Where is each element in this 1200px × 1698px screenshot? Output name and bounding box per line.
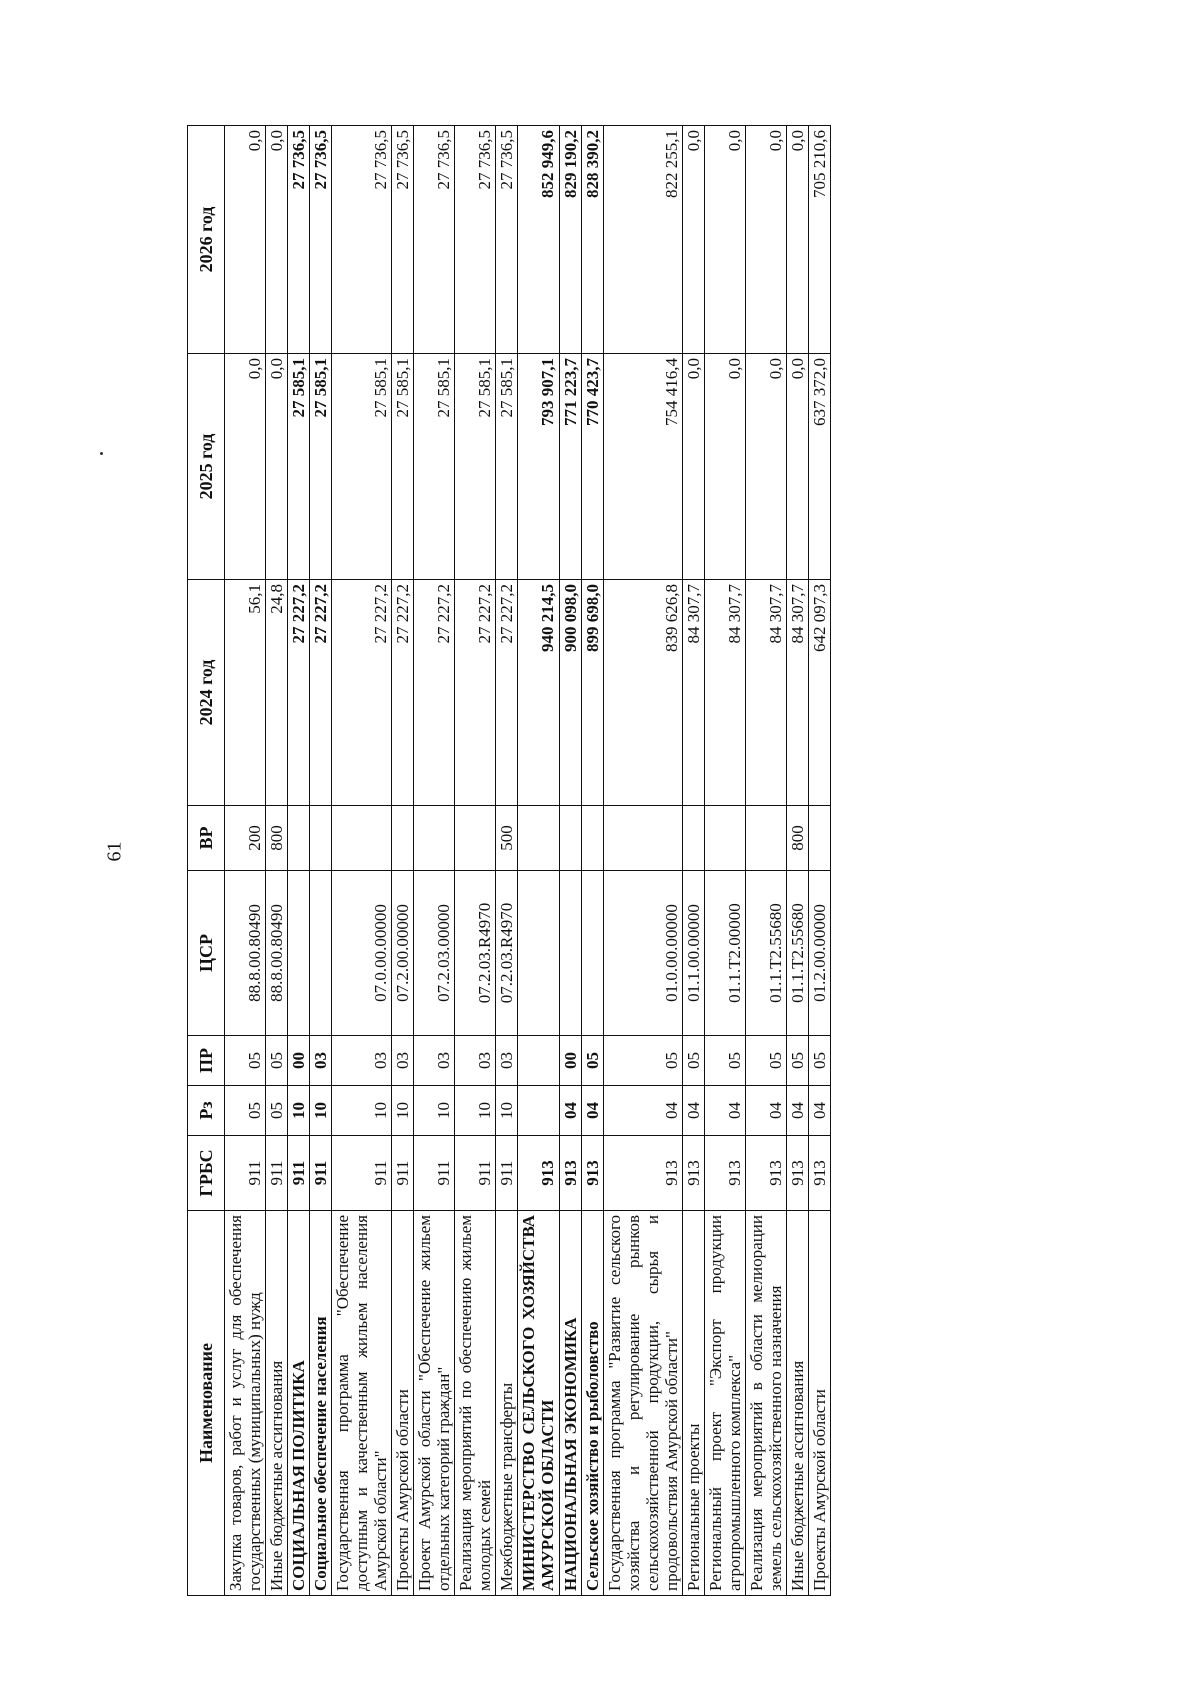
header-2025: 2025 год	[188, 354, 225, 580]
header-grbs: ГРБС	[188, 1136, 225, 1211]
cell-vr	[288, 806, 310, 871]
cell-rz: 05	[225, 1086, 266, 1136]
cell-pr: 05	[603, 1036, 682, 1086]
cell-grbs: 911	[392, 1136, 414, 1211]
cell-name: Проекты Амурской области	[392, 1211, 414, 1596]
cell-2024: 900 098,0	[559, 580, 581, 806]
cell-2025: 771 223,7	[559, 354, 581, 580]
cell-name: Закупка товаров, работ и услуг для обеспечения государственных (муниципальных) нужд	[225, 1211, 266, 1596]
cell-2026: 0,0	[225, 126, 266, 354]
cell-pr: 05	[266, 1036, 288, 1086]
cell-2024: 24,8	[266, 580, 288, 806]
cell-name: Реализация мероприятий в области мелиорации земель сельскохозяйственного назначения	[745, 1211, 786, 1596]
cell-2025: 0,0	[266, 354, 288, 580]
cell-2026: 27 736,5	[455, 126, 496, 354]
cell-2025: 770 423,7	[581, 354, 603, 580]
cell-2026: 27 736,5	[332, 126, 392, 354]
cell-grbs: 913	[581, 1136, 603, 1211]
cell-csr: 07.0.00.00000	[332, 871, 392, 1036]
cell-name: СОЦИАЛЬНАЯ ПОЛИТИКА	[288, 1211, 310, 1596]
cell-2026: 27 736,5	[288, 126, 310, 354]
cell-2026: 0,0	[786, 126, 808, 354]
cell-name: Иные бюджетные ассигнования	[786, 1211, 808, 1596]
cell-2026: 0,0	[682, 126, 704, 354]
table-row	[682, 126, 704, 1596]
cell-2024: 27 227,2	[332, 580, 392, 806]
cell-rz: 04	[603, 1086, 682, 1136]
cell-csr: 88.8.00.80490	[225, 871, 266, 1036]
cell-2025: 0,0	[225, 354, 266, 580]
cell-rz: 04	[745, 1086, 786, 1136]
cell-2024: 27 227,2	[496, 580, 518, 806]
cell-2024: 27 227,2	[288, 580, 310, 806]
cell-rz: 04	[581, 1086, 603, 1136]
cell-rz: 10	[496, 1086, 518, 1136]
cell-rz: 04	[704, 1086, 745, 1136]
cell-vr: 200	[225, 806, 266, 871]
cell-grbs: 913	[559, 1136, 581, 1211]
cell-2024: 27 227,2	[455, 580, 496, 806]
cell-rz: 04	[808, 1086, 830, 1136]
table-row	[559, 126, 581, 1596]
table-row	[288, 126, 310, 1596]
cell-2026: 822 255,1	[603, 126, 682, 354]
table-row	[704, 126, 745, 1596]
cell-rz: 04	[786, 1086, 808, 1136]
table-row	[225, 126, 266, 1596]
cell-grbs: 911	[332, 1136, 392, 1211]
cell-grbs: 911	[414, 1136, 455, 1211]
header-name: Наименование	[188, 1211, 225, 1596]
budget-table-wrapper	[187, 126, 1025, 1596]
cell-vr	[603, 806, 682, 871]
cell-2026: 705 210,6	[808, 126, 830, 354]
cell-2025: 27 585,1	[455, 354, 496, 580]
table-row	[455, 126, 496, 1596]
cell-2024: 27 227,2	[310, 580, 332, 806]
table-row	[332, 126, 392, 1596]
cell-2025: 0,0	[745, 354, 786, 580]
cell-csr: 07.2.03.R4970	[496, 871, 518, 1036]
cell-2026: 27 736,5	[392, 126, 414, 354]
cell-rz: 10	[310, 1086, 332, 1136]
cell-2024: 84 307,7	[745, 580, 786, 806]
cell-2025: 637 372,0	[808, 354, 830, 580]
cell-rz: 10	[414, 1086, 455, 1136]
cell-pr: 05	[745, 1036, 786, 1086]
cell-grbs: 913	[704, 1136, 745, 1211]
cell-csr	[310, 871, 332, 1036]
header-2026: 2026 год	[188, 126, 225, 354]
cell-csr: 01.1.Т2.55680	[786, 871, 808, 1036]
table-row	[745, 126, 786, 1596]
page-number: 61	[103, 841, 126, 862]
cell-rz: 04	[682, 1086, 704, 1136]
cell-rz: 04	[559, 1086, 581, 1136]
table-header-row	[188, 126, 225, 1596]
cell-2024: 84 307,7	[682, 580, 704, 806]
cell-pr: 03	[332, 1036, 392, 1086]
cell-vr: 800	[266, 806, 288, 871]
cell-2024: 27 227,2	[414, 580, 455, 806]
cell-csr: 01.1.Т2.55680	[745, 871, 786, 1036]
cell-pr: 03	[455, 1036, 496, 1086]
cell-rz: 10	[332, 1086, 392, 1136]
cell-vr: 500	[496, 806, 518, 871]
table-row	[392, 126, 414, 1596]
cell-2024: 899 698,0	[581, 580, 603, 806]
cell-name: Иные бюджетные ассигнования	[266, 1211, 288, 1596]
cell-vr	[332, 806, 392, 871]
cell-name: Проекты Амурской области	[808, 1211, 830, 1596]
cell-name: МИНИСТЕРСТВО СЕЛЬСКОГО ХОЗЯЙСТВА АМУРСКОЙ ОБЛАСТИ	[518, 1211, 559, 1596]
cell-2026: 0,0	[266, 126, 288, 354]
cell-vr	[518, 806, 559, 871]
cell-2026: 0,0	[704, 126, 745, 354]
cell-rz: 10	[455, 1086, 496, 1136]
cell-grbs: 911	[310, 1136, 332, 1211]
cell-rz: 10	[392, 1086, 414, 1136]
cell-2026: 27 736,5	[414, 126, 455, 354]
cell-csr: 01.0.00.00000	[603, 871, 682, 1036]
cell-grbs: 911	[225, 1136, 266, 1211]
cell-2025: 0,0	[786, 354, 808, 580]
cell-pr	[518, 1036, 559, 1086]
header-rz: Рз	[188, 1086, 225, 1136]
cell-2026: 852 949,6	[518, 126, 559, 354]
table-row	[496, 126, 518, 1596]
cell-rz	[518, 1086, 559, 1136]
cell-pr: 05	[786, 1036, 808, 1086]
cell-csr	[581, 871, 603, 1036]
cell-grbs: 913	[786, 1136, 808, 1211]
cell-pr: 03	[414, 1036, 455, 1086]
cell-name: Сельское хозяйство и рыболовство	[581, 1211, 603, 1596]
cell-2025: 0,0	[704, 354, 745, 580]
cell-2026: 828 390,2	[581, 126, 603, 354]
table-row	[310, 126, 332, 1596]
header-pr: ПР	[188, 1036, 225, 1086]
cell-2025: 754 416,4	[603, 354, 682, 580]
table-body	[225, 126, 831, 1596]
cell-2025: 0,0	[682, 354, 704, 580]
scan-speck	[100, 452, 103, 455]
cell-vr	[392, 806, 414, 871]
cell-csr: 07.2.00.00000	[392, 871, 414, 1036]
cell-rz: 10	[288, 1086, 310, 1136]
cell-2026: 27 736,5	[496, 126, 518, 354]
cell-2024: 84 307,7	[786, 580, 808, 806]
cell-csr: 07.2.03.R4970	[455, 871, 496, 1036]
cell-pr: 05	[704, 1036, 745, 1086]
cell-grbs: 913	[603, 1136, 682, 1211]
cell-csr: 01.2.00.00000	[808, 871, 830, 1036]
header-vr: ВР	[188, 806, 225, 871]
cell-name: Реализация мероприятий по обеспечению жильем молодых семей	[455, 1211, 496, 1596]
cell-grbs: 913	[808, 1136, 830, 1211]
cell-vr	[455, 806, 496, 871]
cell-name: Проект Амурской области "Обеспечение жильем отдельных категорий граждан"	[414, 1211, 455, 1596]
cell-pr: 00	[559, 1036, 581, 1086]
cell-2025: 27 585,1	[288, 354, 310, 580]
cell-pr: 00	[288, 1036, 310, 1086]
cell-2024: 642 097,3	[808, 580, 830, 806]
cell-grbs: 911	[455, 1136, 496, 1211]
cell-2025: 27 585,1	[414, 354, 455, 580]
cell-vr	[559, 806, 581, 871]
cell-pr: 03	[310, 1036, 332, 1086]
cell-grbs: 913	[682, 1136, 704, 1211]
cell-name: Межбюджетные трансферты	[496, 1211, 518, 1596]
cell-2024: 84 307,7	[704, 580, 745, 806]
table-row	[581, 126, 603, 1596]
cell-name: Социальное обеспечение населения	[310, 1211, 332, 1596]
cell-csr	[288, 871, 310, 1036]
cell-name: Региональные проекты	[682, 1211, 704, 1596]
cell-name: НАЦИОНАЛЬНАЯ ЭКОНОМИКА	[559, 1211, 581, 1596]
cell-grbs: 911	[288, 1136, 310, 1211]
header-csr: ЦСР	[188, 871, 225, 1036]
cell-csr: 88.8.00.80490	[266, 871, 288, 1036]
cell-vr	[682, 806, 704, 871]
cell-name: Региональный проект "Экспорт продукции агропромышленного комплекса"	[704, 1211, 745, 1596]
table-row	[808, 126, 830, 1596]
cell-pr: 03	[496, 1036, 518, 1086]
cell-pr: 05	[225, 1036, 266, 1086]
cell-2025: 793 907,1	[518, 354, 559, 580]
header-2024: 2024 год	[188, 580, 225, 806]
table-row	[786, 126, 808, 1596]
cell-grbs: 911	[496, 1136, 518, 1211]
cell-2026: 0,0	[745, 126, 786, 354]
cell-name: Государственная программа "Обеспечение доступным и качественным жильем населения Амурской области"	[332, 1211, 392, 1596]
cell-name: Государственная программа "Развитие сельского хозяйства и регулирование рынков сельскохозяйственной продукции, сырья и продовольствия Амурской области"	[603, 1211, 682, 1596]
cell-vr	[310, 806, 332, 871]
cell-2025: 27 585,1	[310, 354, 332, 580]
cell-csr: 01.1.Т2.00000	[704, 871, 745, 1036]
cell-pr: 03	[392, 1036, 414, 1086]
cell-2024: 940 214,5	[518, 580, 559, 806]
cell-grbs: 913	[518, 1136, 559, 1211]
cell-vr	[745, 806, 786, 871]
cell-vr	[704, 806, 745, 871]
cell-2025: 27 585,1	[496, 354, 518, 580]
cell-2025: 27 585,1	[332, 354, 392, 580]
cell-2026: 27 736,5	[310, 126, 332, 354]
table-row	[414, 126, 455, 1596]
cell-grbs: 911	[266, 1136, 288, 1211]
cell-vr	[808, 806, 830, 871]
cell-pr: 05	[808, 1036, 830, 1086]
cell-2024: 839 626,8	[603, 580, 682, 806]
cell-grbs: 913	[745, 1136, 786, 1211]
cell-2024: 56,1	[225, 580, 266, 806]
cell-vr	[581, 806, 603, 871]
cell-pr: 05	[581, 1036, 603, 1086]
cell-2026: 829 190,2	[559, 126, 581, 354]
cell-csr	[518, 871, 559, 1036]
cell-rz: 05	[266, 1086, 288, 1136]
cell-vr: 800	[786, 806, 808, 871]
cell-csr: 07.2.03.00000	[414, 871, 455, 1036]
table-row	[518, 126, 559, 1596]
cell-vr	[414, 806, 455, 871]
cell-2024: 27 227,2	[392, 580, 414, 806]
cell-csr	[559, 871, 581, 1036]
cell-2025: 27 585,1	[392, 354, 414, 580]
cell-pr: 05	[682, 1036, 704, 1086]
budget-table	[187, 125, 831, 1596]
table-row	[603, 126, 682, 1596]
cell-csr: 01.1.00.00000	[682, 871, 704, 1036]
table-row	[266, 126, 288, 1596]
